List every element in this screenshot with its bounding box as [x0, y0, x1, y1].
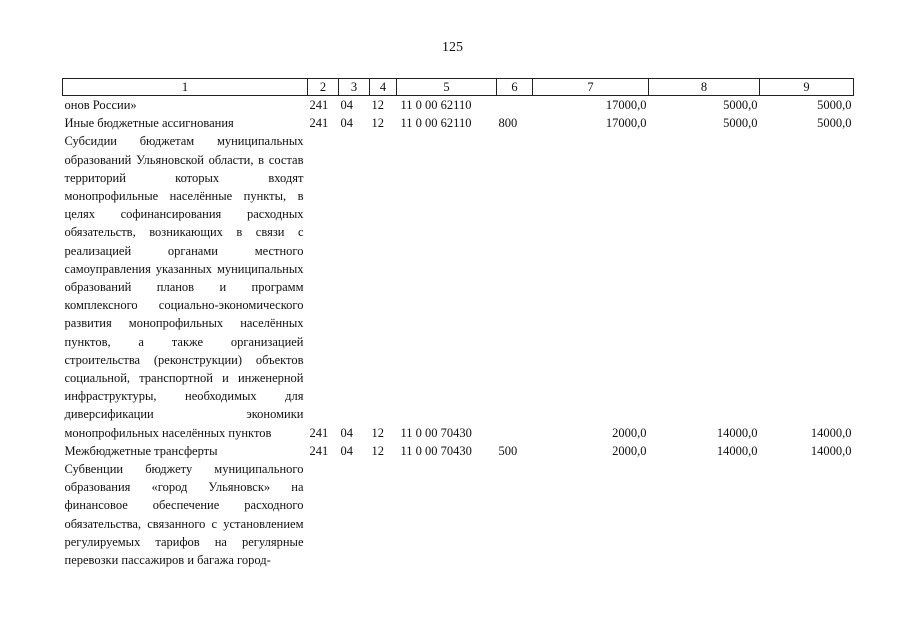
row-description: Иные бюджетные ассигнования [64, 116, 234, 131]
row-col-3: 04 [340, 98, 353, 112]
table-row [63, 114, 854, 132]
row-col-9: 5000,0 [817, 116, 852, 131]
row-col-7: 17000,0 [605, 98, 647, 112]
row-col-5: 11 0 00 70430 [400, 443, 472, 458]
row-col-7: 2000,0 [612, 425, 647, 440]
row-col-7 [533, 460, 649, 569]
row-description: Межбюджетные трансферты [64, 443, 218, 458]
table-row [63, 460, 854, 569]
header-col-8: 8 [649, 79, 760, 96]
row-col-4: 12 [371, 443, 384, 458]
row-col-4: 12 [371, 116, 384, 131]
row-col-6: 800 [498, 116, 518, 131]
row-col-8: 14000,0 [716, 425, 758, 440]
row-col-6 [497, 460, 533, 569]
row-description: Субсидии бюджетам муниципальных образований Ульяновской области, в состав территорий которых входят монопрофильные населённые пункты, в целях софинансирования расходных обязательств, возникающих в связи с реализацией органами местного самоуправления указанных муниципальных образований планов и программ комплексного социально-экономического развития монопрофильных населённых пунктов, а также организацией строительства (реконструкции) объектов социальной, транспортной и инженерной инфраструктуры, необходимых для диверсификации экономики монопрофильных населённых пунктов [64, 134, 304, 440]
row-col-3: 04 [340, 116, 353, 131]
budget-table [62, 78, 854, 569]
row-col-4: 12 [371, 98, 384, 112]
header-col-2: 2 [308, 79, 339, 96]
header-col-1: 1 [63, 79, 308, 96]
row-col-6 [497, 132, 533, 441]
row-col-8: 5000,0 [723, 98, 758, 112]
row-col-9: 14000,0 [810, 425, 852, 440]
row-col-6 [497, 96, 533, 115]
table-row [63, 132, 854, 441]
row-col-8: 5000,0 [723, 116, 758, 131]
budget-table-wrapper [62, 78, 854, 569]
row-col-3 [339, 460, 370, 569]
header-col-7: 7 [533, 79, 649, 96]
row-col-9 [760, 460, 854, 569]
header-row [63, 79, 854, 96]
row-col-5: 11 0 00 62110 [400, 116, 472, 131]
row-col-9: 14000,0 [810, 443, 852, 458]
row-description: онов России» [64, 98, 137, 112]
row-col-3: 04 [340, 443, 353, 458]
row-col-6: 500 [498, 443, 518, 458]
row-col-5 [397, 460, 497, 569]
row-col-3: 04 [340, 425, 353, 440]
header-col-3: 3 [339, 79, 370, 96]
row-col-5: 11 0 00 62110 [400, 98, 472, 112]
table-row [63, 96, 854, 115]
header-col-5: 5 [397, 79, 497, 96]
header-col-9: 9 [760, 79, 854, 96]
row-col-7: 2000,0 [612, 443, 647, 458]
row-col-2: 241 [309, 425, 329, 440]
row-col-4: 12 [371, 425, 384, 440]
row-description: Субвенции бюджету муниципального образования «город Ульяновск» на финансовое обеспечение расходного обязательства, связанного с установлением регулируемых тарифов на регулярные перевозки пассажиров и багажа город- [64, 462, 304, 568]
row-col-2: 241 [309, 116, 329, 131]
row-col-2: 241 [309, 98, 329, 112]
row-col-5: 11 0 00 70430 [400, 425, 472, 440]
header-col-4: 4 [370, 79, 397, 96]
row-col-2 [308, 460, 339, 569]
row-col-2: 241 [309, 443, 329, 458]
page-number: 125 [442, 40, 463, 55]
row-col-7: 17000,0 [605, 116, 647, 131]
row-col-9: 5000,0 [817, 98, 852, 112]
row-col-8 [649, 460, 760, 569]
table-row [63, 442, 854, 460]
row-col-4 [370, 460, 397, 569]
row-col-8: 14000,0 [716, 443, 758, 458]
header-col-6: 6 [497, 79, 533, 96]
